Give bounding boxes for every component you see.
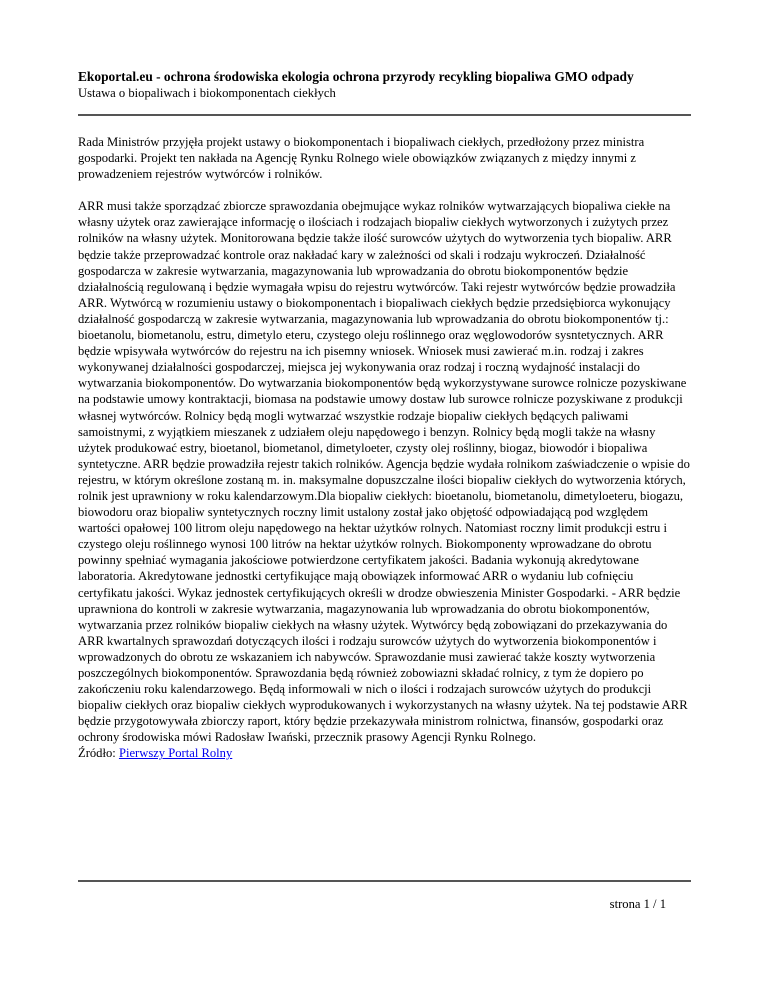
footer-divider xyxy=(78,880,691,882)
document-header xyxy=(78,68,698,101)
article-body xyxy=(78,134,690,762)
header-divider xyxy=(78,114,691,116)
article-title: Ustawa o biopaliwach i biokomponentach ciekłych xyxy=(78,86,336,100)
source-label: Źródło: xyxy=(78,746,116,761)
article-paragraph-main: ARR musi także sporządzać zbiorcze sprawozdania obejmujące wykaz rolników wytwarzających biopaliwa ciekłe na własny użytek oraz zawierające informację o ilościach i rodzajach biopaliw ciekłych wytworzonych i zużytych przez rolników na własny użytek. Monitorowana będzie także ilość surowców użytych do wytworzenia tych biopaliw. ARR będzie także przeprowadzać kontrole oraz nakładać kary w zależności od skali i rodzaju wykroczeń. Działalność gospodarcza w zakresie wytwarzania, magazynowania lub wprowadzania do obrotu biokomponentów będzie działalnością regulowaną i będzie wymagała wpisu do rejestru wytwórców. Taki rejestr wytwórców będzie prowadziła ARR. Wytwórcą w rozumieniu ustawy o biokomponentach i biopaliwach ciekłych będzie przedsiębiorca wykonujący działalność gospodarczą w zakresie wytwarzania, magazynowania lub wprowadzania do obrotu biokomponentów tj.: bioetanolu, biometanolu, estru, dimetylo eteru, czystego oleju roślinnego oraz węglowodorów sysntetycznych. ARR będzie wpisywała wytwórców do rejestru na ich pisemny wniosek. Wniosek musi zawierać m.in. rodzaj i zakres wykonywanej działalności gospodarczej, miejsca jej wykonywania oraz rodzaj i roczną wydajność instalacji do wytwarzania biokomponentów. Do wytwarzania biokomponentów będą wykorzystywane surowce rolnicze pozyskiwane na podstawie umowy kontraktacji, biomasa na podstawie umowy dostaw lub surowce rolnicze pozyskiwane z produkcji własnej wytwórców. Rolnicy będą mogli wytwarzać wszystkie rodzaje biopaliw ciekłych będących paliwami samoistnymi, z wyjątkiem mieszanek z udziałem oleju napędowego i benzyn. Rolnicy będą mogli także na własny użytek produkować estry, bioetanol, biometanol, dimetyloeter, czysty olej roślinny, biogaz, biowodór i biopaliwa syntetyczne. ARR będzie prowadziła rejestr takich rolników. Agencja będzie wydała rolnikom zaświadczenie o wpisie do rejestru, w którym określone zostaną m. in. maksymalne dopuszczalne ilości biopaliw ciekłych do wytworzenia których, rolnik jest uprawniony w roku kalendarzowym.Dla biopaliw ciekłych: bioetanolu, biometanolu, dimetyloeteru, biogazu, biowodoru oraz biopaliw syntetycznych roczny limit ustalony został jako objętość odpowiadającą pod względem wartości opałowej 100 litrom oleju napędowego na hektar użytków rolnych. Natomiast roczny limit produkcji estru i czystego oleju roślinnego wynosi 100 litrów na hektar użytków rolnych. Biokomponenty wprowadzane do obrotu powinny spełniać wymagania jakościowe potwierdzone certyfikatem jakości. Badania wykonują akredytowane laboratoria. Akredytowane jednostki certyfikujące mają obowiązek informować ARR o wydaniu lub cofnięciu certyfikatu jakości. Wykaz jednostek certyfikujących określi w drodze obwieszenia Minister Gospodarki. - ARR będzie uprawniona do kontroli w zakresie wytwarzania, magazynowania lub wprowadzania do obrotu biokomponentów, wytwarzania przez rolników biopaliw ciekłych na własny użytek. Wytwórcy będą zobowiązani do przekazywania do ARR kwartalnych sprawozdań dotyczących ilości i rodzaju surowców użytych do wytworzenia biokomponentów i wprowadzonych do obrotu ze wskazaniem ich nabywców. Sprawozdanie musi zawierać także koszty wytworzenia poszczególnych biokomponentów. Sprawozdania będą również zobowiazni składać rolnicy, z tym że dopiero po zakończeniu roku kalendarzowego. Będą informowali w nich o ilości i rodzajach surowców użytych do produkcji biopaliw ciekłych oraz biopaliw ciekłych wyprodukowanych i wykorzystanych na własny użytek. Na tej podstawie ARR będzie przygotowywała zbiorczy raport, który będzie przekazywała ministrom rolnictwa, finansów, gospodarki oraz ochrony środowiska mówi Radosław Iwański, przecznik prasowy Agencji Rynku Rolnego. xyxy=(78,199,690,745)
page-number: strona 1 / 1 xyxy=(609,897,666,911)
site-title: Ekoportal.eu - ochrona środowiska ekologia ochrona przyrody recykling biopaliwa GMO odpady xyxy=(78,69,634,84)
source-link[interactable]: Pierwszy Portal Rolny xyxy=(118,746,233,761)
article-paragraph-intro: Rada Ministrów przyjęła projekt ustawy o biokomponentach i biopaliwach ciekłych, przedłożony przez ministra gospodarki. Projekt ten nakłada na Agencję Rynku Rolnego wiele obowiązków związanych z między innymi z prowadzeniem rejestrów wytwórców i rolników. xyxy=(78,135,645,182)
source-line xyxy=(78,745,690,761)
